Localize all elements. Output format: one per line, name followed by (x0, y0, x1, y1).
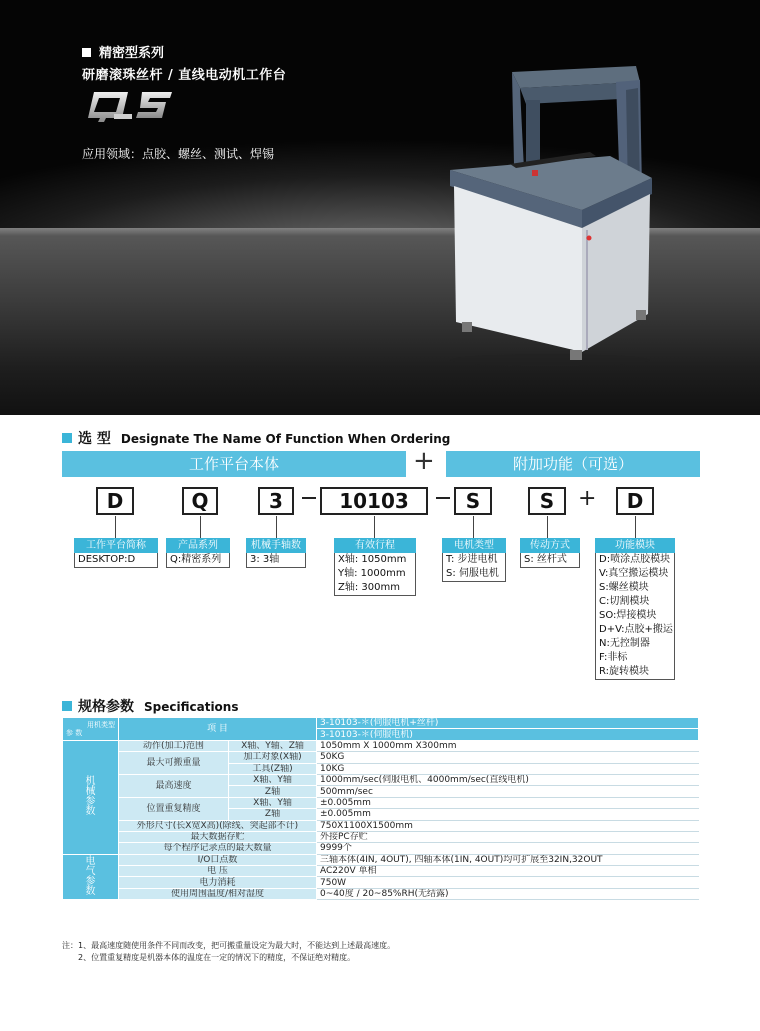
option-series: Q:精密系列 (166, 553, 230, 568)
hero-banner (0, 0, 760, 415)
footnotes (62, 940, 395, 964)
table-row (63, 752, 699, 763)
table-row (63, 888, 699, 899)
row-label: 电 压 (119, 866, 317, 877)
row-value: 1000mm/sec(伺服电机、4000mm/sec(直线电机) (317, 774, 699, 785)
table-row (63, 740, 699, 751)
header-model-2: 3-10103-＊(伺服电机) (317, 729, 699, 740)
label-motor-type: 电机类型 (442, 538, 506, 553)
connector-line (200, 516, 201, 538)
group-mechanical: 机 械 参 数 (63, 740, 119, 854)
footnote-2: 2、位置重复精度是机器本体的温度在一定的情况下的精度，不保证绝对精度。 (78, 953, 356, 962)
specs-section-title: 规格参数 Specifications (62, 696, 238, 716)
row-label: 最高速度 (119, 774, 229, 797)
bar-platform-body: 工作平台本体 (62, 451, 406, 477)
table-row (63, 843, 699, 854)
table-row (63, 854, 699, 865)
row-sub: 工具(Z轴) (229, 763, 317, 774)
label-function-module: 功能模块 (595, 538, 675, 553)
connector-line (547, 516, 548, 538)
code-box-series: Q (182, 487, 218, 515)
square-bullet-icon (62, 701, 72, 711)
connector-line (635, 516, 636, 538)
option-motor-servo: S: 伺服电机 (442, 567, 506, 582)
footnote-1: 注：1、最高速度随使用条件不同而改变，把可搬重量设定为最大时，不能达到上述最高速度。 (62, 941, 396, 950)
option-function: C:切割模块 (595, 595, 675, 610)
row-value: 外接PC存贮 (317, 831, 699, 842)
row-label: 电力消耗 (119, 877, 317, 888)
table-row (63, 774, 699, 785)
row-sub: X轴、Y轴、Z轴 (229, 740, 317, 751)
table-row (63, 877, 699, 888)
bar-optional-functions: 附加功能（可选） (446, 451, 700, 477)
option-function: SO:焊接模块 (595, 609, 675, 624)
code-box-desktop: D (96, 487, 134, 515)
option-function: S:螺丝模块 (595, 581, 675, 596)
label-stroke: 有效行程 (334, 538, 416, 553)
bar-plus-sign: + (413, 446, 435, 476)
code-plus-sign: + (578, 486, 597, 511)
row-value: AC220V 单相 (317, 866, 699, 877)
connector-line (276, 516, 277, 538)
row-sub: Z轴 (229, 786, 317, 797)
row-label: I/O口点数 (119, 854, 317, 865)
label-drive-type: 传动方式 (520, 538, 580, 553)
square-bullet-icon (62, 433, 72, 443)
connector-line (473, 516, 474, 538)
option-stroke-z: Z轴: 300mm (334, 581, 416, 596)
row-value: 三轴本体(4IN, 4OUT), 四轴本体(1IN, 4OUT)均可扩展至32IN,32OUT (317, 854, 699, 865)
option-stroke-x: X轴: 1050mm (334, 553, 416, 568)
selection-section-title: 选 型 Designate The Name Of Function When Ordering (62, 428, 450, 448)
table-row (63, 820, 699, 831)
row-value: 750W (317, 877, 699, 888)
row-sub: X轴、Y轴 (229, 774, 317, 785)
row-value: 9999个 (317, 843, 699, 854)
option-stroke-y: Y轴: 1000mm (334, 567, 416, 582)
option-axes: 3: 3轴 (246, 553, 306, 568)
option-motor-stepper: T: 步进电机 (442, 553, 506, 568)
row-label: 位置重复精度 (119, 797, 229, 820)
row-value: ±0.005mm (317, 797, 699, 808)
label-product-series: 产品系列 (166, 538, 230, 553)
application-fields: 应用领域：点胶、螺丝、测试、焊锡 (82, 147, 275, 161)
row-label: 使用周围温度/相对湿度 (119, 888, 317, 899)
row-value: 50KG (317, 752, 699, 763)
option-function: V:真空搬运模块 (595, 567, 675, 582)
q5-logo (84, 88, 180, 124)
machine-image (440, 60, 660, 370)
row-label: 最大可搬重量 (119, 752, 229, 775)
code-box-stroke: 10103 (320, 487, 428, 515)
code-box-axes: 3 (258, 487, 294, 515)
connector-line (374, 516, 375, 538)
row-value: ±0.005mm (317, 809, 699, 820)
row-label: 最大数据存贮 (119, 831, 317, 842)
row-value: 10KG (317, 763, 699, 774)
option-function: D:喷涂点胶模块 (595, 553, 675, 568)
row-value: 1050mm X 1000mm X300mm (317, 740, 699, 751)
code-box-function: D (616, 487, 654, 515)
row-label: 每个程序记录点的最大数量 (119, 843, 317, 854)
header-model-1: 3-10103-＊(伺服电机+丝杆) (317, 718, 699, 729)
square-bullet-icon (82, 48, 91, 57)
label-platform-abbr: 工作平台简称 (74, 538, 158, 553)
option-drive-screw: S: 丝杆式 (520, 553, 580, 568)
code-dash (302, 497, 316, 499)
code-box-drive: S (528, 487, 566, 515)
label-axis-count: 机械手轴数 (246, 538, 306, 553)
table-row (63, 797, 699, 808)
row-label: 动作(加工)范围 (119, 740, 229, 751)
connector-line (115, 516, 116, 538)
code-dash (436, 497, 450, 499)
code-box-motor: S (454, 487, 492, 515)
header-item: 项 目 (119, 718, 317, 741)
table-row (63, 718, 699, 729)
spec-table (62, 717, 699, 900)
row-sub: X轴、Y轴 (229, 797, 317, 808)
group-electrical: 电 气 参 数 (63, 854, 119, 900)
table-row (63, 866, 699, 877)
option-function: D+V:点胶+搬运 (595, 623, 675, 638)
row-sub: Z轴 (229, 809, 317, 820)
product-subtitle: 研磨滚珠丝杆 / 直线电动机工作台 (82, 68, 287, 83)
table-row (63, 831, 699, 842)
series-title: 精密型系列 (82, 42, 164, 61)
row-value: 750X1100X1500mm (317, 820, 699, 831)
row-value: 500mm/sec (317, 786, 699, 797)
option-desktop: DESKTOP:D (74, 553, 158, 568)
header-corner: 用机类型 参 数 (63, 718, 119, 741)
row-value: 0~40度 / 20~85%RH(无结露) (317, 888, 699, 899)
option-function: N:无控制器 (595, 637, 675, 652)
option-function: F:非标 (595, 651, 675, 666)
option-function: R:旋转模块 (595, 665, 675, 680)
row-label: 外形尺寸(长X宽X高)(除线、突起部不计) (119, 820, 317, 831)
row-sub: 加工对象(X轴) (229, 752, 317, 763)
